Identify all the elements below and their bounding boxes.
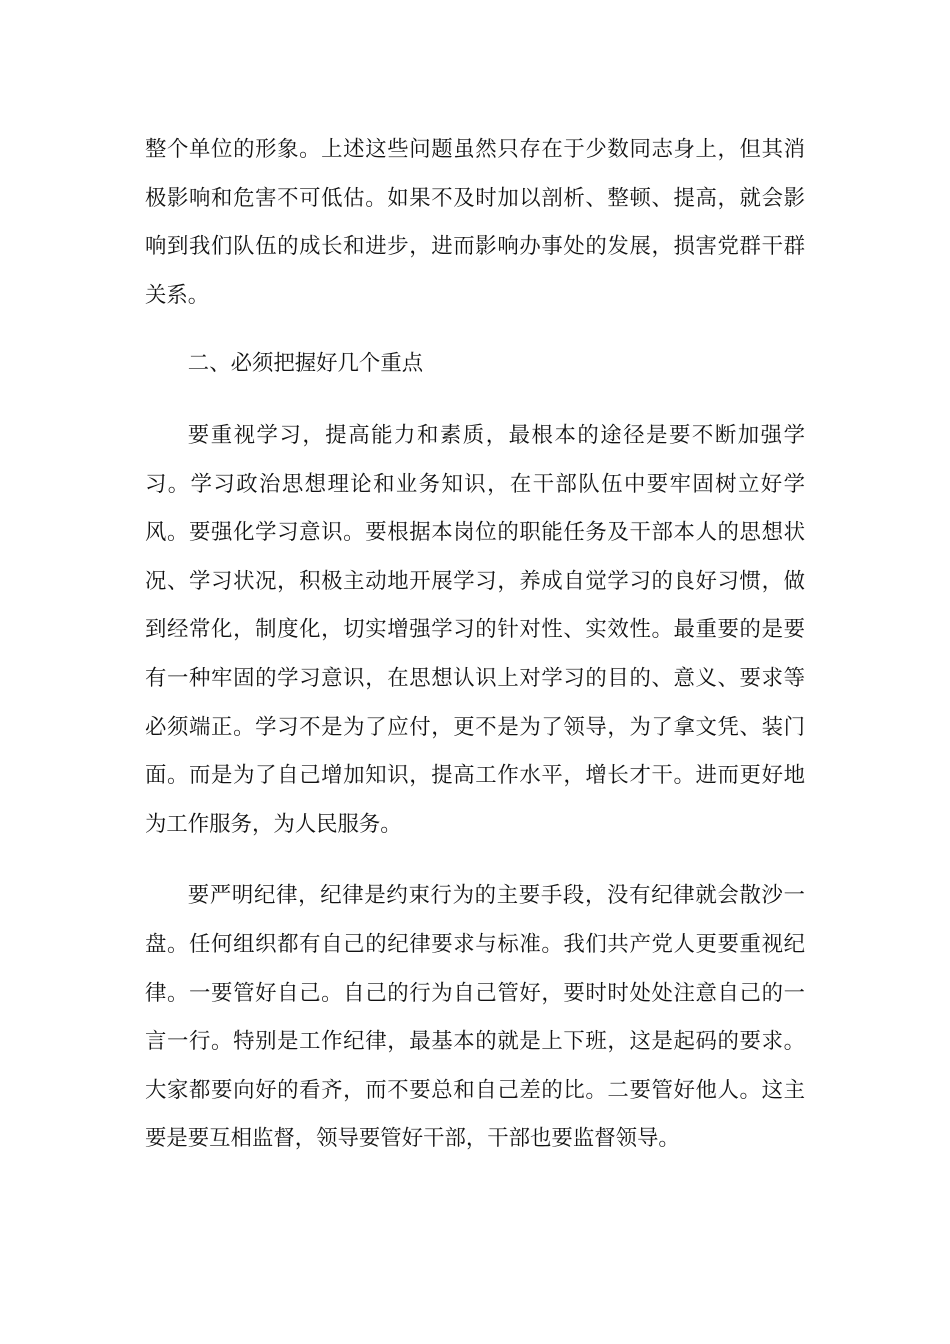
section-heading: 二、必须把握好几个重点	[187, 351, 424, 377]
paragraph-study: 要重视学习，提高能力和素质，最根本的途径是要不断加强学习。学习政治思想理论和业务知识，在干部队伍中要牢固树立好学风。要强化学习意识。要根据本岗位的职能任务及干部本人的思想状况、学习状况，积极主动地开展学习，养成自觉学习的良好习惯，做到经常化，制度化，切实增强学习的针对性、实效性。最重要的是要有一种牢固的学习意识，在思想认识上对学习的目的、意义、要求等必须端正。学习不是为了应付，更不是为了领导，为了拿文凭、装门面。而是为了自己增加知识，提高工作水平，增长才干。进而更好地为工作服务，为人民服务。	[145, 422, 805, 837]
paragraph-discipline: 要严明纪律，纪律是约束行为的主要手段，没有纪律就会散沙一盘。任何组织都有自己的纪律要求与标准。我们共产党人更要重视纪律。一要管好自己。自己的行为自己管好，要时时处处注意自己的一言一行。特别是工作纪律，最基本的就是上下班，这是起码的要求。大家都要向好的看齐，而不要总和自己差的比。二要管好他人。这主要是要互相监督，领导要管好干部，干部也要监督领导。	[145, 883, 805, 1152]
paragraph-continuation: 整个单位的形象。上述这些问题虽然只存在于少数同志身上，但其消极影响和危害不可低估。如果不及时加以剖析、整顿、提高，就会影响到我们队伍的成长和进步，进而影响办事处的发展，损害党群干群关系。	[145, 137, 805, 308]
document-body	[145, 126, 805, 1164]
